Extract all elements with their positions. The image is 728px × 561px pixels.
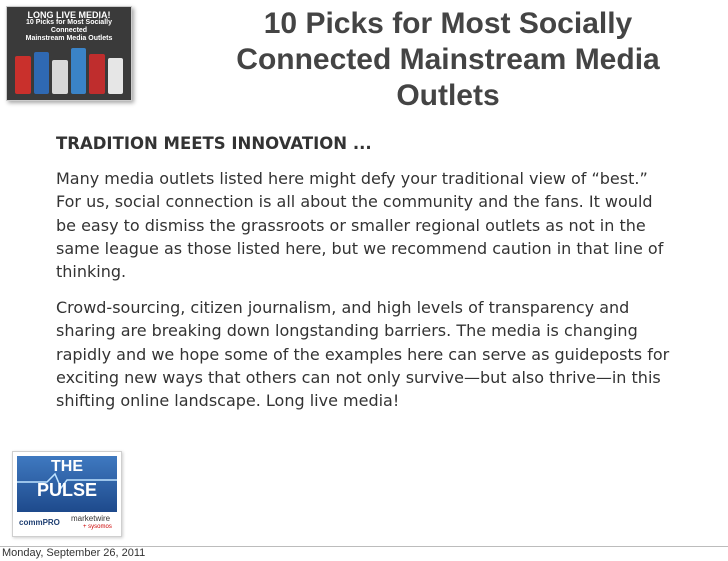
thumbnail-line-3: Mainstream Media Outlets — [25, 35, 113, 42]
cover-thumbnail — [6, 6, 132, 101]
paragraph-2: Crowd-sourcing, citizen journalism, and high levels of transparency and sharing are breaking down longstanding barriers. The media is changing rapidly and we hope some of the examples here can serve as guideposts for exciting new ways that others can not only survive—but also thrive—in this shifting online landscape. Long live media! — [56, 298, 670, 411]
newspaper-boxes-image — [15, 42, 123, 94]
the-pulse-logo — [12, 451, 122, 537]
commpro-logo: commPRO — [19, 518, 60, 527]
slide-title — [168, 6, 728, 114]
thumbnail-banner — [17, 11, 121, 43]
title-line-3: Outlets — [396, 79, 500, 112]
logo-word-pulse: PULSE — [36, 480, 97, 500]
paragraph-1: Many media outlets listed here might defy your traditional view of “best.” For us, social connection is all about the community and the fans. It would be easy to dismiss the grassroots or smaller regional outlets as not in the same league as those listed here, but we recommend caution in that line of thinking. — [56, 169, 664, 282]
thumbnail-line-2: 10 Picks for Most Socially Connected — [26, 19, 112, 34]
thumbnail-line-1: LONG LIVE MEDIA! — [27, 10, 111, 20]
footer-date: Monday, September 26, 2011 — [2, 547, 146, 559]
sysomos-logo: + sysomos — [83, 524, 112, 530]
logo-word-the: THE — [51, 458, 83, 475]
title-line-1: 10 Picks for Most Socially — [263, 7, 633, 40]
title-line-2: Connected Mainstream Media — [236, 43, 660, 76]
marketwire-logo: marketwire — [71, 514, 111, 523]
slide-body — [56, 132, 676, 425]
section-heading: TRADITION MEETS INNOVATION ... — [56, 134, 372, 153]
